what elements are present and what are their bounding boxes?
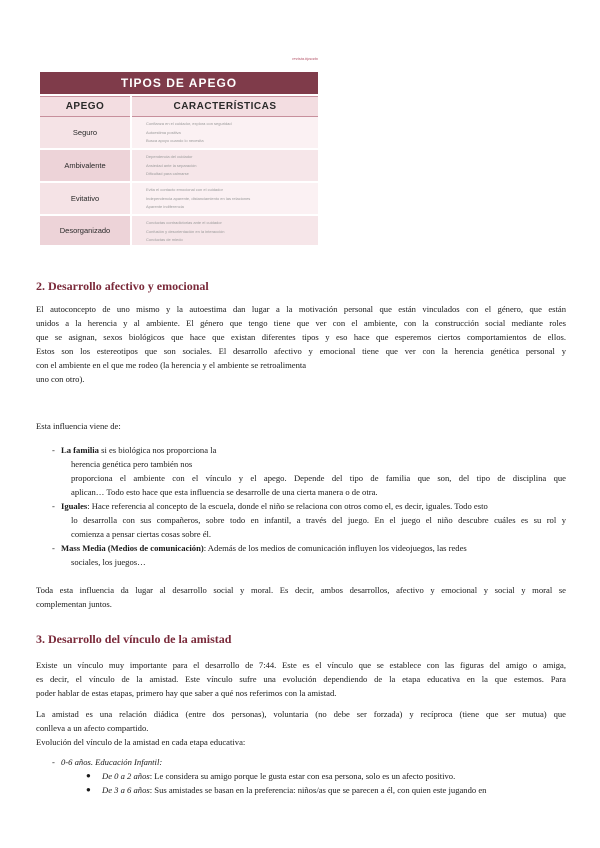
text-line: herencia genética pero también nos xyxy=(71,459,193,469)
table-logo: revista.tipsodo xyxy=(292,56,318,61)
paragraph-autoconcepto xyxy=(36,302,566,386)
text-line: es decir, el vínculo de la amistad. Este vínculo sufre una evolución dependiendo de la etapa educativa en la que estemos. Para xyxy=(36,674,566,684)
characteristic-item: • Conductas contradictorias ante el cuidador xyxy=(146,219,318,228)
paragraph-vinculo xyxy=(36,658,566,700)
column-header-apego: APEGO xyxy=(40,96,130,117)
text-line: complementan juntos. xyxy=(36,599,112,609)
text-line: que se asignan, sexos biológicos que hace que existan diferentes tipos y eso hace que esperemos ciertos comportamientos de ellos. xyxy=(36,332,566,342)
characteristic-item: • Ansiedad ante la separación xyxy=(146,162,318,171)
text-line: El autoconcepto de uno mismo y la autoestima dan lugar a la motivación personal que están vinculados con el género, que están xyxy=(36,304,566,314)
characteristic-item: • Evita el contacto emocional con el cuidador xyxy=(146,186,318,195)
text-line: poder hablar de estas etapas, primero hay que saber a qué nos referimos con la amistad. xyxy=(36,688,337,698)
characteristic-item: • Confianza en el cuidador, explora con seguridad xyxy=(146,120,318,129)
list-dash: - xyxy=(52,501,55,511)
paragraph-influencia-desarrollo xyxy=(36,583,566,611)
bullet-dot: ● xyxy=(86,785,91,794)
column-header-caracteristicas: CARACTERÍSTICAS xyxy=(132,96,318,117)
text-line: conlleva a un afecto compartido. xyxy=(36,723,149,733)
text-line: Existe un vínculo muy importante para el desarrollo de 7:44. Este es el vínculo que se establece con las figuras del amigo o amiga, xyxy=(36,660,566,670)
text-line: : Hace referencia al concepto de la escuela, donde el niño se relaciona con otros como el, es decir, iguales. Todo esto xyxy=(87,501,488,511)
stage-heading xyxy=(61,755,162,769)
text-line: aplican… Todo esto hace que esta influencia se desarrolle de una cierta manera o de otra. xyxy=(71,487,378,497)
characteristic-item: • Confusión y desorientación en la interacción xyxy=(146,228,318,237)
characteristic-item: • Dificultad para calmarse xyxy=(146,170,318,179)
term-familia: La familia xyxy=(61,445,99,455)
section-heading-3: 3. Desarrollo del vínculo de la amistad xyxy=(36,632,232,646)
list-item-iguales xyxy=(61,499,566,541)
characteristics-cell xyxy=(132,183,318,214)
attachment-type: Seguro xyxy=(40,117,130,148)
text-line: sociales, los juegos… xyxy=(71,557,146,567)
table-row xyxy=(40,150,318,181)
characteristics-cell xyxy=(132,216,318,245)
list-dash: - xyxy=(52,757,55,767)
attachment-type: Evitativo xyxy=(40,183,130,214)
section-heading-2: 2. Desarrollo afectivo y emocional xyxy=(36,279,209,293)
age-range: De 0 a 2 años xyxy=(102,771,150,781)
text-line: lo desarrolla con sus compañeros, sobre todo en infantil, a través del juego. En el juego el niño descubre cuáles es su rol y xyxy=(71,515,566,525)
text-line: : Además de los medios de comunicación influyen los videojuegos, las redes xyxy=(203,543,467,553)
characteristic-item: • Autoestima positiva xyxy=(146,129,318,138)
term-iguales: Iguales xyxy=(61,501,88,511)
characteristics-cell xyxy=(132,117,318,148)
stage-text: : Sus amistades se basan en la preferencia: niños/as que se parecen a él, con quien este jugando en xyxy=(149,785,487,795)
paragraph-amistad xyxy=(36,707,566,735)
text-line: comienza a pensar ciertas cosas sobre él. xyxy=(71,529,212,539)
text-line: si es biológica nos proporciona la xyxy=(98,445,217,455)
table-row xyxy=(40,183,318,214)
list-dash: - xyxy=(52,543,55,553)
characteristic-item: • Dependencia del cuidador xyxy=(146,153,318,162)
characteristic-item: • Conductas de miedo xyxy=(146,236,318,245)
characteristic-item: • Aparente indiferencia xyxy=(146,203,318,212)
text-line: La amistad es una relación diádica (entre dos personas), voluntaria (no debe ser forzada) y recíproca (tiene que ser mutua) que xyxy=(36,709,566,719)
characteristic-item: • Independencia aparente, distanciamiento en las relaciones xyxy=(146,195,318,204)
stage-item xyxy=(102,783,572,797)
paragraph-evolucion xyxy=(36,735,566,749)
text-line: Esta influencia viene de: xyxy=(36,421,121,431)
text-line: Toda esta influencia da lugar al desarrollo social y moral. Es decir, ambos desarrollos, afectivo y emocional y social y moral se xyxy=(36,585,566,595)
list-item-familia xyxy=(61,443,566,499)
text-line: uno con otro). xyxy=(36,374,85,384)
text-line: Estos son los estereotipos que son sociales. El desarrollo afectivo y emocional tiene que ver con la herencia genética personal y xyxy=(36,346,566,356)
stage-item xyxy=(102,769,572,783)
stage-label: 0-6 años. Educación Infantil: xyxy=(61,757,163,767)
text-line: Evolución del vínculo de la amistad en cada etapa educativa: xyxy=(36,737,246,747)
text-line: proporciona el ambiente con el vínculo y el apego. Depende del tipo de familia que son, del tipo de disciplina que xyxy=(71,473,566,483)
table-title: TIPOS DE APEGO xyxy=(40,72,318,94)
list-item-mass-media xyxy=(61,541,566,569)
stage-text: : Le considera su amigo porque le gusta estar con esa persona, solo es un afecto positivo. xyxy=(149,771,456,781)
term-mass-media: Mass Media (Medios de comunicación) xyxy=(61,543,204,553)
list-dash: - xyxy=(52,445,55,455)
age-range: De 3 a 6 años xyxy=(102,785,150,795)
characteristic-item: • Busca apoyo cuando lo necesita xyxy=(146,137,318,146)
table-row xyxy=(40,216,318,245)
bullet-dot: ● xyxy=(86,771,91,780)
text-line: unidos a la herencia y al ambiente. El género que tengo tiene que ver con el ambiente, con la construcción social mediante roles xyxy=(36,318,566,328)
table-row xyxy=(40,117,318,148)
attachment-types-table xyxy=(40,56,318,245)
paragraph-influencia xyxy=(36,419,566,433)
attachment-type: Ambivalente xyxy=(40,150,130,181)
attachment-type: Desorganizado xyxy=(40,216,130,245)
characteristics-cell xyxy=(132,150,318,181)
text-line: con el ambiente en el que me rodeo (la herencia y el ambiente se retroalimenta xyxy=(36,360,307,370)
